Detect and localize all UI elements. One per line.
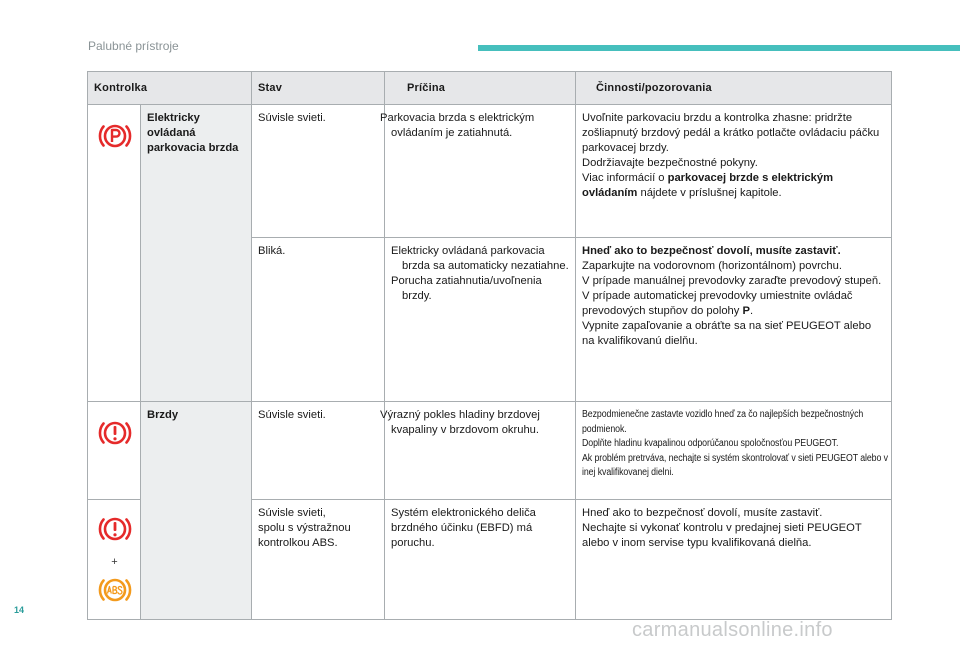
header-accent-bar: [478, 45, 960, 51]
action-line: Nechajte si vykonať kontrolu v predajnej sieti PEUGEOT alebo v inom servise typu kvalifikovaná dielňa.: [582, 522, 862, 549]
action-bold-text: P: [742, 305, 750, 317]
cause-cell: [385, 238, 576, 402]
action-line: [582, 171, 886, 201]
table-row: [88, 105, 892, 238]
state-cell: [252, 500, 385, 620]
page-number: 14: [14, 605, 25, 615]
action-cell: [576, 238, 892, 402]
parking-brake-icon-cell: [88, 105, 141, 402]
cause-cell: Systém elektronického deliča brzdného účinku (EBFD) má poruchu.: [385, 500, 576, 620]
column-header-stav: Stav: [252, 72, 385, 105]
action-cell: [576, 402, 892, 500]
state-cell: Súvisle svieti.: [252, 105, 385, 238]
action-line: Bezpodmienečne zastavte vozidlo hneď za čo najlepších bezpečnostných podmienok.: [582, 409, 864, 435]
parking-brake-warning-icon: [97, 121, 133, 151]
action-condensed-block: [582, 408, 894, 481]
abs-warning-icon: [97, 575, 133, 605]
state-line: spolu s výstražnou: [258, 522, 351, 534]
action-line: Uvoľnite parkovaciu brzdu a kontrolka zhasne: pridržte zošliapnutý brzdový pedál a krátko potlačte ovládaciu páčku parkovacej brzdy.: [582, 112, 880, 154]
action-line: [582, 289, 886, 319]
state-cell: Súvisle svieti.: [252, 402, 385, 500]
action-line: V prípade manuálnej prevodovky zaraďte prevodový stupeň.: [582, 275, 882, 287]
action-text: Viac informácií o: [582, 172, 668, 184]
action-line: Dodržiavajte bezpečnostné pokyny.: [582, 157, 758, 169]
plus-sign: +: [111, 556, 118, 568]
column-header-pricina: Príčina: [385, 72, 576, 105]
brake-warning-icon: [97, 418, 133, 448]
watermark: carmanualsonline.info: [632, 619, 833, 641]
cause-line: Elektricky ovládaná parkovacia brzda sa automaticky nezatiahne.: [391, 245, 569, 272]
brake-warning-icon: [97, 514, 133, 544]
column-header-kontrolka: Kontrolka: [88, 72, 252, 105]
action-line: Vypnite zapaľovanie a obráťte sa na sieť PEUGEOT alebo na kvalifikovanú dielňu.: [582, 320, 872, 347]
cause-line: Porucha zatiahnutia/uvoľnenia brzdy.: [391, 275, 542, 302]
action-bold-text: Hneď ako to bezpečnosť dovolí, musíte zastaviť.: [582, 245, 841, 257]
state-cell: Bliká.: [252, 238, 385, 402]
table-header-row: [88, 72, 892, 105]
action-cell: [576, 105, 892, 238]
lamp-name-parking-brake: Elektricky ovládaná parkovacia brzda: [141, 105, 252, 402]
action-line: [582, 244, 886, 259]
action-line: Doplňte hladinu kvapalinou odporúčanou spoločnosťou PEUGEOT.: [582, 438, 839, 449]
section-title: Palubné prístroje: [88, 39, 179, 53]
action-text: nájdete v príslušnej kapitole.: [637, 187, 782, 199]
column-header-cinnosti: Činnosti/pozorovania: [576, 72, 892, 105]
table-row: [88, 402, 892, 500]
state-line: kontrolkou ABS.: [258, 537, 338, 549]
action-line: Hneď ako to bezpečnosť dovolí, musíte zastaviť.: [582, 507, 823, 519]
action-text: V prípade automatickej prevodovky umiestnite ovládač prevodových stupňov do polohy: [582, 290, 853, 317]
action-line: Ak problém pretrváva, nechajte si systém skontrolovať v sieti PEUGEOT alebo v inej kvalifikovanej dielni.: [582, 452, 888, 478]
action-bold-text: parkovacej brzde s elektrickým ovládaním: [582, 172, 834, 199]
lamp-name-brakes: Brzdy: [141, 402, 252, 620]
cause-cell: Parkovacia brzda s elektrickým ovládaním je zatiahnutá.: [385, 105, 576, 238]
brake-abs-icon-cell: [88, 500, 141, 620]
brake-icon-cell: [88, 402, 141, 500]
action-line: Zaparkujte na vodorovnom (horizontálnom) povrchu.: [582, 260, 842, 272]
action-cell: [576, 500, 892, 620]
cause-cell: Výrazný pokles hladiny brzdovej kvapaliny v brzdovom okruhu.: [385, 402, 576, 500]
warning-lamps-table: [87, 71, 892, 620]
action-text: .: [749, 305, 754, 317]
state-line: Súvisle svieti,: [258, 507, 326, 519]
